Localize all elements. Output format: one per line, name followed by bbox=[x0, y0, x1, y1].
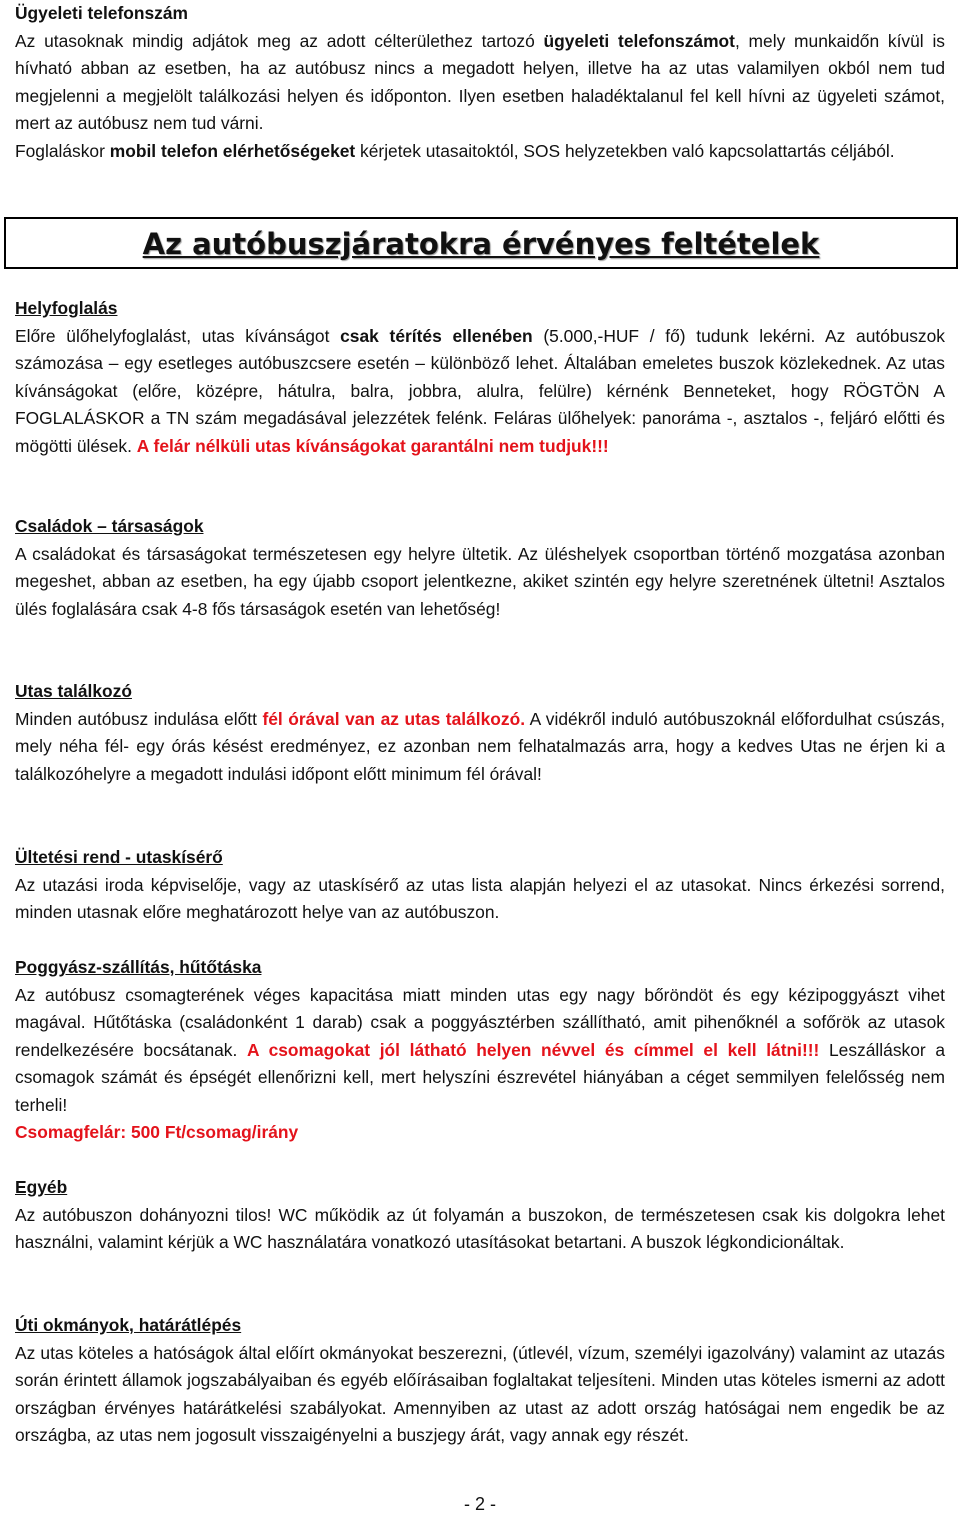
section-heading: Helyfoglalás bbox=[15, 298, 118, 318]
phone-number-emphasis: ügyeleti telefonszámot bbox=[543, 30, 735, 51]
section-poggyasz bbox=[15, 954, 945, 1147]
section-heading: Egyéb bbox=[15, 1177, 68, 1197]
fee-emphasis: csak térítés ellenében bbox=[340, 325, 533, 346]
section-heading: Utas találkozó bbox=[15, 681, 132, 701]
mobile-contact-emphasis: mobil telefon elérhetőségeket bbox=[109, 140, 356, 161]
section-heading: Poggyász-szállítás, hűtőtáska bbox=[15, 957, 262, 977]
section-body: Az utas köteles a hatóságok által előírt okmányokat beszerezni, (útlevél, vízum, személyi igazolvány) valamint az utazás során érintett államok jogszabályaiban és egyéb előírásaiban foglaltakat teljesíteni. Minden utas köteles ismerni az adott országban érvényes határátkelési szabályokat. Amennyiben az utast az adott ország hatóságai nem engedik be az országba, az utas nem jogosult visszaigényelni a buszjegy árát, vagy annak egy részét. bbox=[15, 1342, 945, 1445]
section-heading: Ültetési rend - utaskísérő bbox=[15, 847, 223, 867]
section-body: Az utazási iroda képviselője, vagy az utaskísérő az utas lista alapján helyezi el az utasokat. Nincs érkezési sorrend, minden utasnak előre meghatározott helye van az autóbuszon. bbox=[15, 874, 945, 922]
section-body: A családokat és társaságokat természetesen egy helyre ültetik. Az üléshelyek csoportban történő mozgatása azonban megeshet, abban az esetben, ha egy újabb csoport jelentkezne, akiket szintén egy helyre szeretnének ültetni! Asztalos ülés foglalására csak 4-8 fős társaságok esetén van lehetőség! bbox=[15, 543, 945, 619]
section-helyfoglalas bbox=[15, 295, 945, 460]
section-ultetesi-rend bbox=[15, 844, 945, 927]
section-body: Az autóbusz csomagterének véges kapacitása miatt minden utas egy nagy bőröndöt és egy kézipoggyászt vihet magával. Hűtőtáska (családonként 1 darab) csak a poggyásztérben szállítható, amit pihenőknél a sofőrök az utasok rendelkezésére bocsátanak. A csomagokat jól látható helyen névvel és címmel el kell látni!!! Leszálláskor a csomagok számát és épségét ellenőrizni kell, mert helyszíni észrevétel hiányában a céget semmilyen felelősség nem terheli! bbox=[15, 984, 945, 1115]
title-box bbox=[4, 217, 958, 269]
warning-text: A felár nélküli utas kívánságokat garantálni nem tudjuk!!! bbox=[136, 435, 609, 456]
section-heading: Úti okmányok, határátlépés bbox=[15, 1315, 242, 1335]
section-body: Minden autóbusz indulása előtt fél órával van az utas találkozó. A vidékről induló autóbuszoknál előfordulhat csúszás, mely néha fél- egy órás késést eredményez, ez azonban nem felhatalmazás arra, hogy a kedves Utas ne érjen ki a találkozóhelyre a megadott indulási időpont előtt minimum fél órával! bbox=[15, 708, 945, 784]
intro-heading: Ügyeleti telefonszám bbox=[15, 3, 188, 23]
section-egyeb bbox=[15, 1174, 945, 1257]
page-title: Az autóbuszjáratokra érvényes feltételek bbox=[142, 227, 820, 261]
warning-text: fél órával van az utas találkozó. bbox=[262, 708, 526, 729]
section-okmanyok bbox=[15, 1312, 945, 1450]
luggage-fee: Csomagfelár: 500 Ft/csomag/irány bbox=[15, 1122, 299, 1142]
section-csaladok bbox=[15, 513, 945, 623]
section-body: Az autóbuszon dohányozni tilos! WC működik az út folyamán a buszokon, de természetesen csak kis dolgokra lehet használni, valamint kérjük a WC használatára vonatkozó utasításokat betartani. A buszok légkondicionáltak. bbox=[15, 1204, 945, 1252]
intro-paragraph-2: Foglaláskor mobil telefon elérhetőségeket kérjetek utasaitoktól, SOS helyzetekben való kapcsolattartás céljából. bbox=[15, 140, 895, 161]
page-number: - 2 - bbox=[463, 1494, 496, 1514]
section-body: Előre ülőhelyfoglalást, utas kívánságot csak térítés ellenében (5.000,-HUF / fő) tudunk lekérni. Az autóbuszok számozása – egy esetleges autóbuszcsere esetén – különböző lehet. Általában emeletes buszok közlekednek. Az utas kívánságokat (előre, középre, hátulra, balra, jobbra, alulra, felülre) kérnénk Benneteket, hogy RÖGTÖN A FOGLALÁSKOR a TN szám megadásával jelezzétek felénk. Feláras ülőhelyek: panoráma -, asztalos -, feljáró előtti és mögötti ülések. A felár nélküli utas kívánságokat garantálni nem tudjuk!!! bbox=[15, 325, 945, 456]
intro-paragraph-1: Az utasoknak mindig adjátok meg az adott célterülethez tartozó ügyeleti telefonszámot, mely munkaidőn kívül is hívható abban az esetben, ha az autóbusz nincs a megadott helyen, illetve ha az utas valamilyen okból nem tud megjelenni a megjelölt találkozási helyen és időponton. Ilyen esetben haladéktalanul fel kell hívni az ügyeleti számot, mert az autóbusz nem tud várni. bbox=[15, 30, 946, 133]
section-heading: Családok – társaságok bbox=[15, 516, 204, 536]
warning-text: A csomagokat jól látható helyen névvel és címmel el kell látni!!! bbox=[247, 1039, 820, 1060]
intro-section bbox=[15, 0, 945, 165]
section-talalkozo bbox=[15, 678, 945, 788]
